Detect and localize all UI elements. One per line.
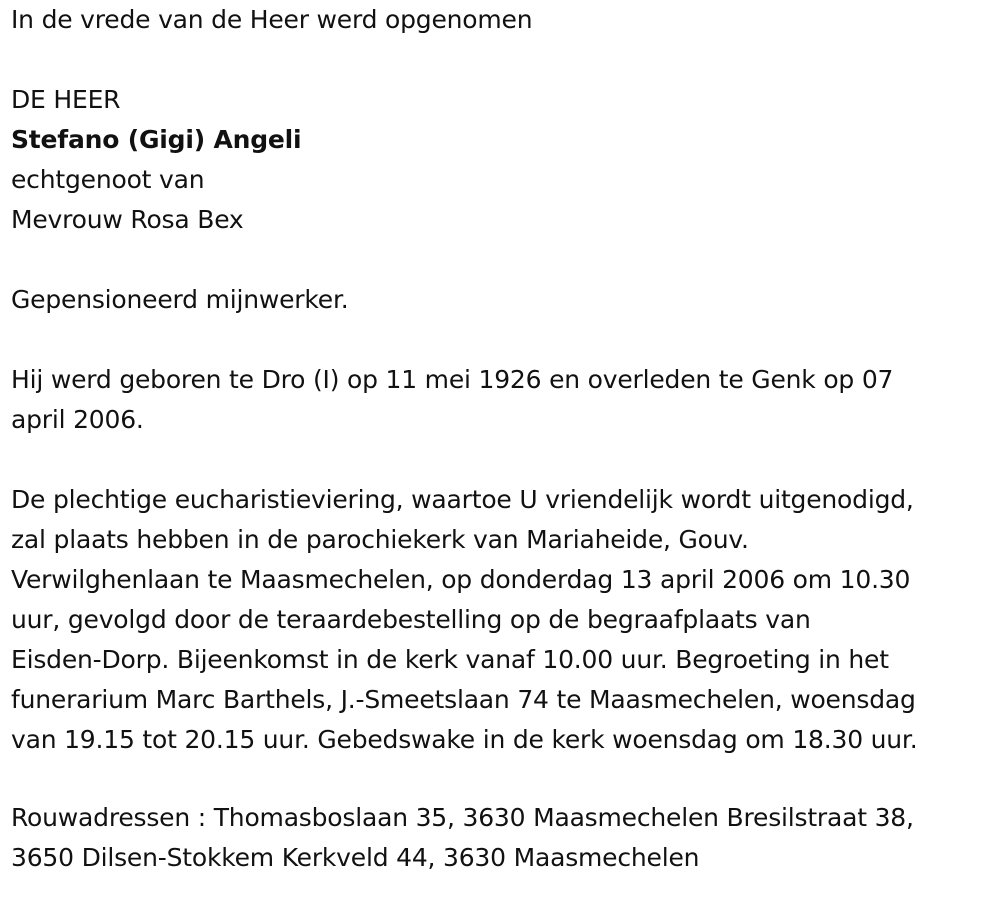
addresses-paragraph [11,798,991,878]
spouse-name: Mevrouw Rosa Bex [11,205,244,234]
birth-death-line: april 2006. [11,405,144,434]
address-line: 3650 Dilsen-Stokkem Kerkveld 44, 3630 Maasmechelen [11,843,700,872]
birth-death-paragraph [11,360,991,440]
ceremony-line: van 19.15 tot 20.15 uur. Gebedswake in de kerk woensdag om 18.30 uur. [11,725,918,754]
honorific-title: DE HEER [11,85,121,114]
relation-text: echtgenoot van [11,165,205,194]
ceremony-line: uur, gevolgd door de teraardebestelling op de begraafplaats van [11,605,811,634]
profession-text: Gepensioneerd mijnwerker. [11,285,349,314]
deceased-name: Stefano (Gigi) Angeli [11,125,302,154]
ceremony-paragraph [11,480,991,760]
ceremony-line: zal plaats hebben in de parochiekerk van Mariaheide, Gouv. [11,525,749,554]
ceremony-line: Eisden-Dorp. Bijeenkomst in de kerk vanaf 10.00 uur. Begroeting in het [11,645,889,674]
ceremony-line: Verwilghenlaan te Maasmechelen, op donderdag 13 april 2006 om 10.30 [11,565,911,594]
ceremony-line: De plechtige eucharistieviering, waartoe U vriendelijk wordt uitgenodigd, [11,485,914,514]
ceremony-line: funerarium Marc Barthels, J.-Smeetslaan 74 te Maasmechelen, woensdag [11,685,916,714]
intro-text: In de vrede van de Heer werd opgenomen [11,5,533,34]
birth-death-line: Hij werd geboren te Dro (I) op 11 mei 1926 en overleden te Genk op 07 [11,365,894,394]
address-line: Rouwadressen : Thomasboslaan 35, 3630 Maasmechelen Bresilstraat 38, [11,803,914,832]
obituary-notice [11,0,991,878]
